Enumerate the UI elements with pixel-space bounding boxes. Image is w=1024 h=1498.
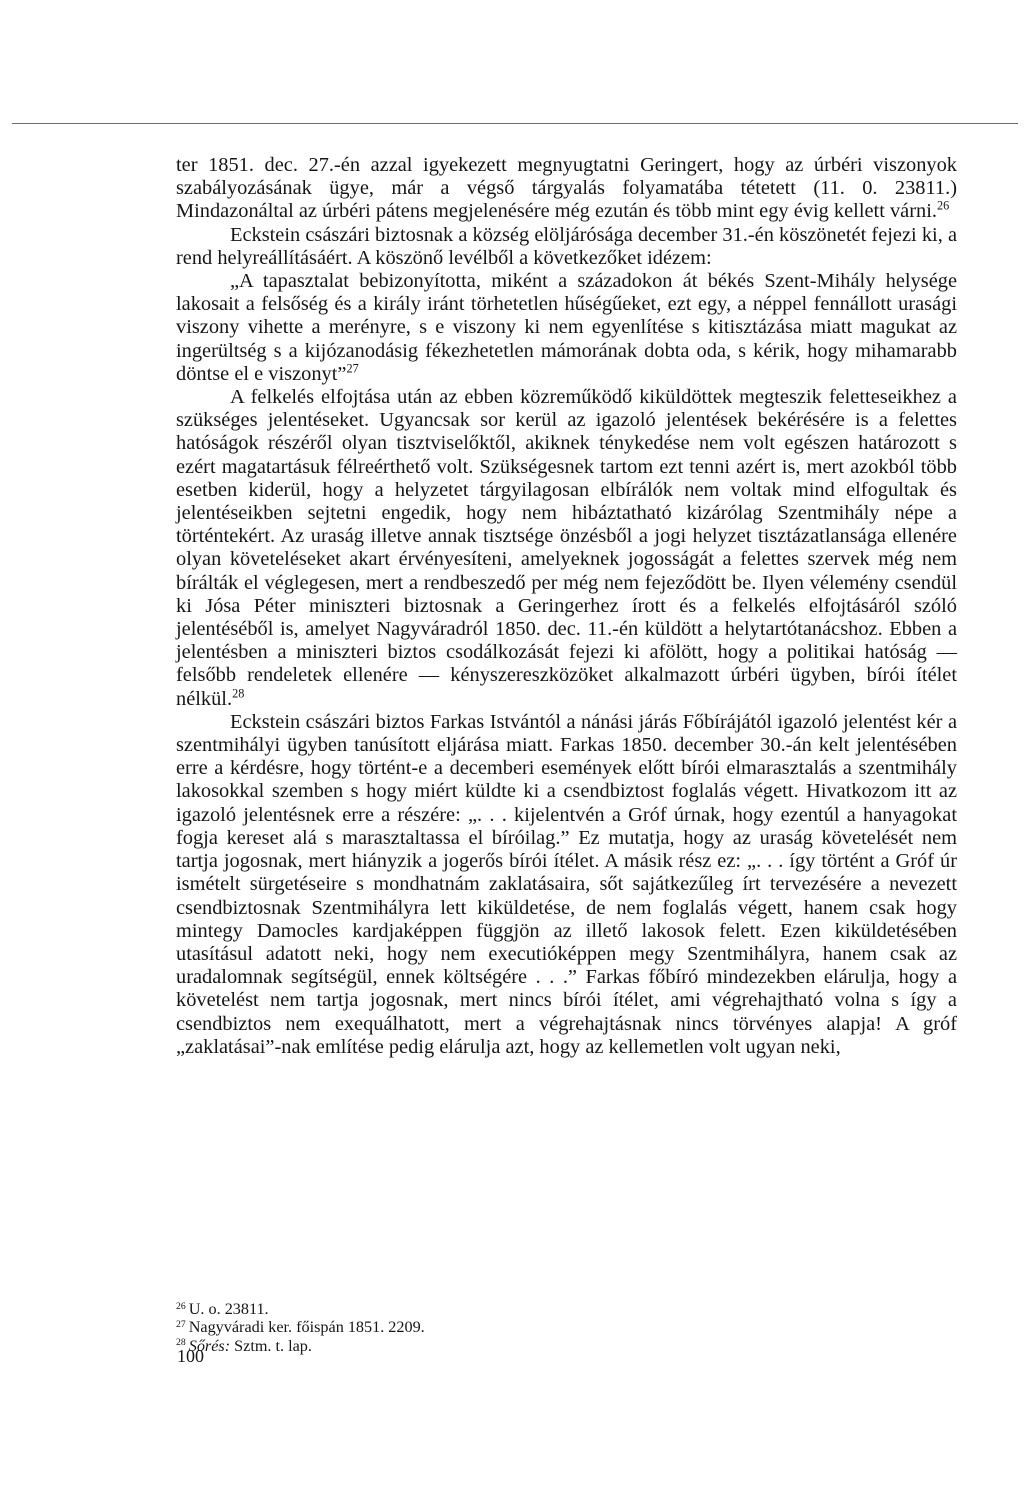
page-number: 100 [177,1346,204,1366]
paragraph-text: A felkelés elfojtása után az ebben közreműködő kiküldöttek megteszik feletteseikhez a szükséges jelentéseket. Ugyancsak sor kerül az igazoló jelentések bekérésére is a felettes hatóságok részéről olyan tisztviselőktől, akiknek ténykedése nem volt egészen határozott s ezért magatartásuk félreérthető volt. Szükségesnek tartom ezt tenni azért is, mert azokból több esetben kiderül, hogy a helyzetet tárgyilagosan elbírálók nem voltak mind elfogultak és jelentéseikben sejtetni engedik, hogy nem hibáztatható kizárólag Szentmihály népe a történtekért. Az uraság illetve annak tisztsége önzésből a jogi helyzet tisztázatlansága ellenére olyan követeléseket akart érvényesíteni, amelyeknek jogosságát a felettes szervek még nem bírálták el véglegesen, mert a rendbeszedő per még nem fejeződött be. Ilyen vélemény csendül ki Jósa Péter miniszteri biztosnak a Geringerhez írott és a felkelés elfojtásáról szóló jelentéséből is, amelyet Nagyváradról 1850. dec. 11.-én küldött a helytartótanácshoz. Ebben a jelentésben a miniszteri biztos csodálkozását fejezi ki afölött, hogy a politikai hatóság — felsőbb rendeletek ellenére — kényszereszközöket alkalmazott úrbéri ügyben, bírói ítélet nélkül. [176,386,957,710]
footnote-mark: 26 [176,1300,186,1312]
paragraph-1 [176,154,957,224]
footnote-27 [176,1318,957,1336]
paragraph-3-quote [176,270,957,386]
paragraph-2 [176,224,957,270]
paragraph-text: ter 1851. dec. 27.-én azzal igyekezett megnyugtatni Geringert, hogy az úrbéri viszonyok szabályozásának ügye, már a végső tárgyalás folyamatába tétetett (11. 0. 23811.) Mindazonáltal az úrbéri pátens megjelenésére még ezután és több mint egy évig kellett várni. [176,154,957,223]
footnote-26 [176,1300,957,1318]
footnote-text: Sztm. t. lap. [230,1336,312,1355]
paragraph-5 [176,711,957,1059]
footnotes [176,1300,957,1355]
footnote-text: U. o. 23811. [188,1300,269,1318]
footnote-28 [176,1337,957,1355]
top-rule [12,123,1018,124]
footnote-ref-28: 28 [232,686,245,701]
footnote-italic-text: Sőrés: [188,1336,231,1355]
paragraph-4 [176,386,957,711]
paragraph-text: Eckstein császári biztosnak a község elöljárósága december 31.-én köszönetét fejezi ki, a rend helyreállításáért. A köszönő levélből a következőket idézem: [176,223,957,269]
footnote-mark: 28 [176,1337,186,1349]
footnote-ref-26: 26 [936,199,950,214]
footnote-mark: 27 [176,1319,186,1331]
footnote-ref-27: 27 [346,361,359,376]
footnote-text: Nagyváradi ker. főispán 1851. 2209. [188,1318,425,1337]
paragraph-text: Eckstein császári biztos Farkas Istvántól a nánási járás Főbírájától igazoló jelentést kér a szentmihályi ügyben tanúsított eljárása miatt. Farkas 1850. december 30.-án kelt jelentésében erre a kérdésre, hogy történt-e a decemberi események előtt bírói elmarasztalás a szentmihály lakosokkal szemben s hogy miért küldte ki a csendbiztost foglalás végett. Hivatkozom itt az igazoló jelentésnek erre a részére: „. . . kijelentvén a Gróf úrnak, hogy ezentúl a hanyagokat fogja kereset alá s marasztaltassa el bíróilag.” Ez mutatja, hogy az uraság követelését nem tartja jogosnak, mert hiányzik a jogerős bírói ítélet. A másik rész ez: „. . . így történt a Gróf úr ismételt sürgetéseire s mondhatnám zaklatásaira, sőt sajátkezűleg írt tervezésére a nevezett csendbiztosnak Szentmihályra lett kiküldetése, de nem foglalás végett, hanem csak hogy mintegy Damocles kardjaképpen függjön az illető lakosok felett. Ezen kiküldetésében utasításul adatott neki, hogy nem executióképpen megy Szentmihályra, hanem csak az uradalomnak segítségül, ennek költségére . . .” Farkas főbíró mindezekben elárulja, hogy a követelést nem tartja jogosnak, mert nincs bírói ítélet, ami végrehajtható volna s így a csendbiztos nem exequálhatott, mert a végrehajtásnak nincs törvényes alapja! A gróf „zaklatásai”-nak említése pedig elárulja azt, hogy az kellemetlen volt ugyan neki, [176,710,957,1058]
paragraph-text: „A tapasztalat bebizonyította, miként a századokon át békés Szent-Mihály helysége lakosait a felsőség és a király iránt törhetetlen hűségűeket, ezt egy, a néppel fennállott urasági viszony vihette a merényre, s e viszony ki nem egyenlítése s kitisztázása miatt magukat az ingerültség s a kijózanodásig fékezhetetlen mámorának dobta oda, s kérik, hogy mihamarabb döntse el e viszonyt” [176,270,957,385]
body-text [176,154,957,1059]
